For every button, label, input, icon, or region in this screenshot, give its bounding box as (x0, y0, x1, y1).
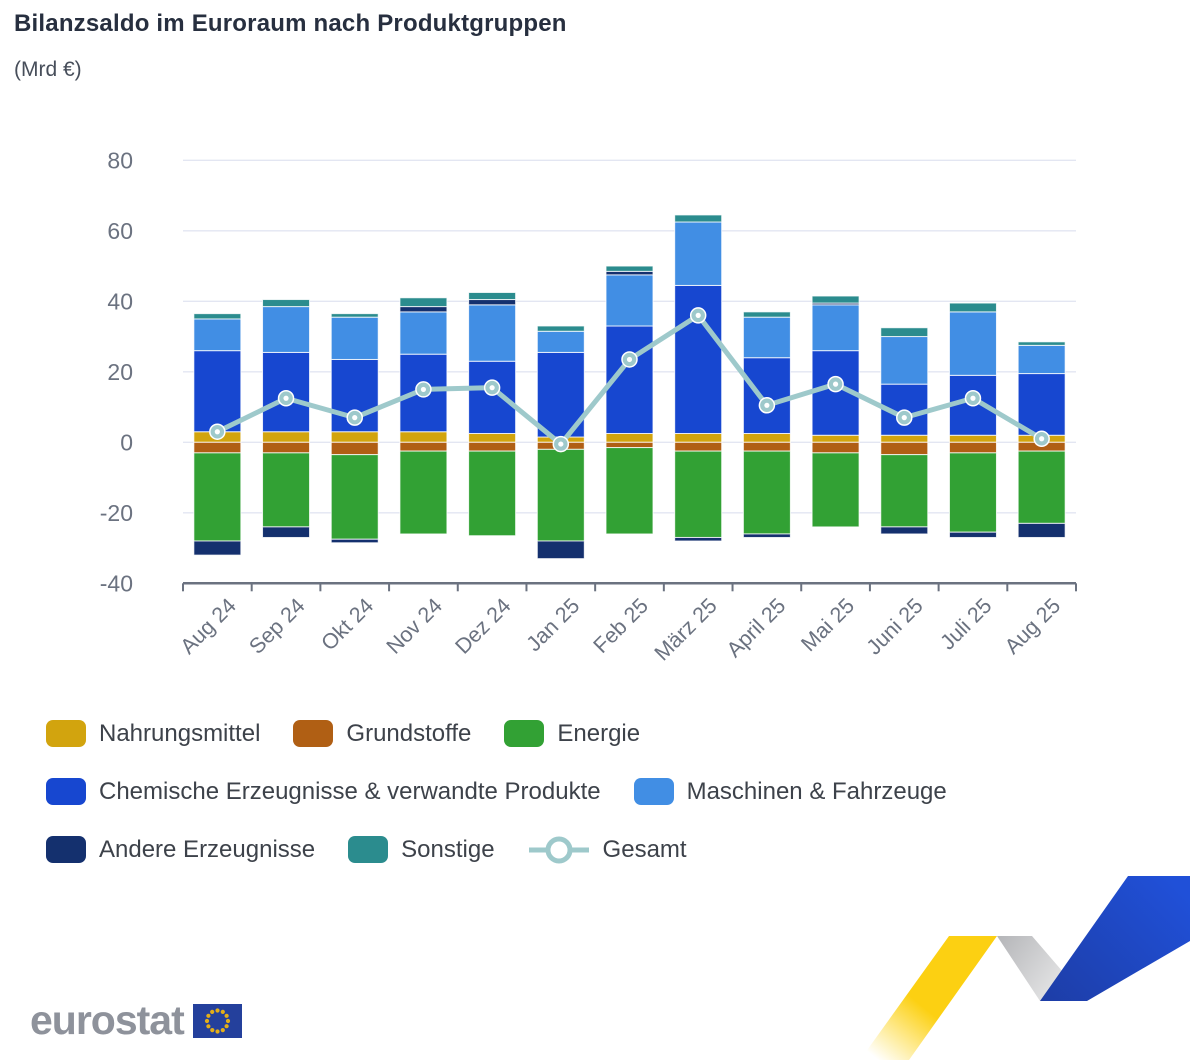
bar-segment[interactable] (675, 215, 722, 222)
ribbon-yellow-band (860, 936, 997, 1060)
bar-segment[interactable] (400, 307, 447, 312)
x-axis-tick-label: April 25 (721, 593, 791, 663)
legend-item-andere-erzeugnisse[interactable] (46, 836, 315, 864)
legend-label: Grundstoffe (346, 719, 472, 747)
x-axis-tick-label: Okt 24 (316, 593, 379, 656)
bar-segment[interactable] (1018, 451, 1065, 523)
bar-segment[interactable] (194, 351, 241, 432)
bar-segment[interactable] (812, 442, 859, 453)
bar-segment[interactable] (812, 435, 859, 442)
bar-segment[interactable] (675, 451, 722, 537)
bar-segment[interactable] (537, 331, 584, 352)
bar-segment[interactable] (743, 358, 790, 434)
gesamt-line-icon (528, 835, 590, 865)
bar-segment[interactable] (949, 442, 996, 453)
bar-segment[interactable] (812, 296, 859, 303)
gesamt-marker-dot (283, 396, 288, 401)
bar-segment[interactable] (606, 271, 653, 275)
bar-segment[interactable] (743, 534, 790, 538)
bar-segment[interactable] (812, 305, 859, 351)
bar-segment[interactable] (194, 453, 241, 541)
y-axis-tick-label: 20 (107, 358, 133, 385)
bar-segment[interactable] (1018, 342, 1065, 346)
legend-swatch (504, 720, 544, 747)
legend-label: Sonstige (401, 835, 495, 863)
bar-segment[interactable] (675, 442, 722, 451)
bar-segment[interactable] (400, 442, 447, 451)
bar-segment[interactable] (469, 300, 516, 305)
y-axis-tick-label: 40 (107, 288, 133, 315)
legend-row (46, 772, 1166, 811)
legend-swatch (293, 720, 333, 747)
gesamt-marker-dot (558, 441, 563, 446)
legend-swatch (46, 778, 86, 805)
bar-segment[interactable] (1018, 345, 1065, 373)
bar-segment[interactable] (881, 442, 928, 454)
bar-segment[interactable] (606, 275, 653, 326)
bar-segment[interactable] (606, 442, 653, 447)
bar-segment[interactable] (400, 298, 447, 307)
x-axis-tick-label: Sep 24 (244, 593, 310, 659)
bar-segment[interactable] (743, 451, 790, 534)
bar-segment[interactable] (675, 222, 722, 285)
eurostat-logo[interactable] (30, 997, 242, 1043)
bar-segment[interactable] (812, 453, 859, 527)
eu-flag-star (205, 1018, 209, 1022)
ribbon-blue-band (1040, 876, 1190, 1001)
eu-flag-star (206, 1013, 210, 1017)
bar-segment[interactable] (331, 539, 378, 543)
gesamt-marker-dot (1039, 436, 1044, 441)
bar-segment[interactable] (949, 312, 996, 375)
eu-flag-star (224, 1024, 228, 1028)
bar-segment[interactable] (194, 319, 241, 351)
x-axis-tick-label: Dez 24 (450, 593, 516, 659)
bar-segment[interactable] (675, 433, 722, 442)
bar-segment[interactable] (881, 435, 928, 442)
bar-segment[interactable] (881, 527, 928, 534)
x-axis-tick-label: Aug 24 (175, 593, 241, 659)
bar-segment[interactable] (537, 449, 584, 541)
bar-segment[interactable] (537, 541, 584, 559)
bar-segment[interactable] (881, 328, 928, 337)
gesamt-marker-dot (352, 415, 357, 420)
bar-segment[interactable] (949, 453, 996, 532)
bar-segment[interactable] (949, 532, 996, 537)
bar-segment[interactable] (331, 314, 378, 318)
legend-swatch (348, 836, 388, 863)
legend-item-nahrungsmittel[interactable] (46, 720, 260, 748)
x-axis-tick-label: Jan 25 (521, 593, 585, 657)
y-axis-tick-label: -40 (99, 570, 133, 597)
x-axis-tick-label: Juli 25 (935, 593, 997, 655)
eurostat-logo-text: eurostat (30, 997, 184, 1043)
y-axis-tick-label: 0 (120, 429, 133, 456)
eu-flag-star (210, 1028, 214, 1032)
legend-swatch (46, 720, 86, 747)
bar-segment[interactable] (194, 314, 241, 319)
bar-segment[interactable] (194, 541, 241, 555)
bar-segment[interactable] (1018, 523, 1065, 537)
gesamt-marker-dot (970, 396, 975, 401)
eu-flag-star (226, 1018, 230, 1022)
x-axis-tick-label: Aug 25 (1000, 593, 1066, 659)
legend-item-sonstige[interactable] (348, 836, 494, 864)
eu-flag-star (210, 1009, 214, 1013)
eu-flag-icon (193, 1004, 242, 1038)
eu-flag-star (215, 1029, 219, 1033)
eu-flag-star (206, 1024, 210, 1028)
bar-segment[interactable] (469, 361, 516, 433)
bar-segment[interactable] (263, 442, 310, 453)
bar-segment[interactable] (469, 305, 516, 361)
bar-segment[interactable] (331, 432, 378, 443)
legend-item-chemische-erzeugnisse-verwandte-produkte[interactable] (46, 778, 601, 806)
bar-segment[interactable] (469, 433, 516, 442)
gesamt-marker-dot (421, 387, 426, 392)
bar-segment[interactable] (400, 312, 447, 354)
bar-segment[interactable] (1018, 374, 1065, 436)
gesamt-marker-dot (902, 415, 907, 420)
gesamt-marker-dot (215, 429, 220, 434)
legend-label: Chemische Erzeugnisse & verwandte Produkte (99, 777, 601, 805)
x-axis-tick-label: Mai 25 (796, 593, 860, 657)
bar-segment[interactable] (400, 432, 447, 443)
bar-segment[interactable] (743, 442, 790, 451)
gesamt-marker-dot (490, 385, 495, 390)
chart-title: Bilanzsaldo im Euroraum nach Produktgruppen (14, 10, 567, 37)
bar-segment[interactable] (194, 442, 241, 453)
bar-segment[interactable] (469, 451, 516, 536)
bar-segment[interactable] (263, 527, 310, 538)
x-axis-tick-label: Nov 24 (381, 593, 447, 659)
y-axis-tick-label: -20 (99, 499, 133, 526)
eu-flag-star (215, 1008, 219, 1012)
eu-flag-star (224, 1013, 228, 1017)
eu-flag-star (220, 1009, 224, 1013)
gesamt-marker-dot (833, 382, 838, 387)
legend-item-gesamt[interactable] (528, 835, 687, 865)
legend-label: Maschinen & Fahrzeuge (686, 777, 947, 805)
eu-flag-star (220, 1028, 224, 1032)
legend-label: Nahrungsmittel (99, 719, 261, 747)
legend-swatch (634, 778, 674, 805)
legend-label: Andere Erzeugnisse (99, 835, 316, 863)
decorative-ribbon (858, 858, 1192, 1060)
legend-label: Energie (557, 719, 641, 747)
legend-item-grundstoffe[interactable] (293, 720, 471, 748)
chart-subtitle: (Mrd €) (14, 58, 82, 81)
x-axis-tick-label: Juni 25 (861, 593, 928, 660)
bar-segment[interactable] (881, 455, 928, 527)
bar-segment[interactable] (469, 292, 516, 299)
bar-segment[interactable] (743, 312, 790, 317)
y-axis-tick-label: 60 (107, 217, 133, 244)
bar-segment[interactable] (675, 537, 722, 541)
bar-segment[interactable] (331, 455, 378, 540)
bar-segment[interactable] (881, 337, 928, 385)
bar-segment[interactable] (400, 451, 447, 534)
gesamt-marker-dot (696, 313, 701, 318)
legend-item-maschinen-fahrzeuge[interactable] (634, 778, 947, 806)
gesamt-marker-dot (764, 403, 769, 408)
bar-segment[interactable] (606, 448, 653, 534)
bar-segment[interactable] (949, 435, 996, 442)
gesamt-marker-dot (627, 357, 632, 362)
bar-segment[interactable] (263, 453, 310, 527)
bar-segment[interactable] (949, 303, 996, 312)
bar-segment[interactable] (743, 433, 790, 442)
legend-swatch (46, 836, 86, 863)
bar-segment[interactable] (469, 442, 516, 451)
trade-balance-chart[interactable] (0, 100, 1192, 700)
x-axis-tick-label: März 25 (649, 593, 722, 666)
bar-segment[interactable] (263, 300, 310, 307)
bar-segment[interactable] (331, 442, 378, 454)
legend-row (46, 714, 1166, 753)
legend-label: Gesamt (602, 835, 687, 863)
y-axis-tick-label: 80 (107, 147, 133, 174)
bar-segment[interactable] (263, 432, 310, 443)
bar-segment[interactable] (606, 266, 653, 271)
bar-segment[interactable] (606, 433, 653, 442)
legend-item-energie[interactable] (504, 720, 640, 748)
bar-segment[interactable] (331, 317, 378, 359)
bar-segment[interactable] (743, 317, 790, 358)
bar-segment[interactable] (537, 326, 584, 331)
x-axis-tick-label: Feb 25 (588, 593, 654, 658)
bar-segment[interactable] (263, 307, 310, 353)
